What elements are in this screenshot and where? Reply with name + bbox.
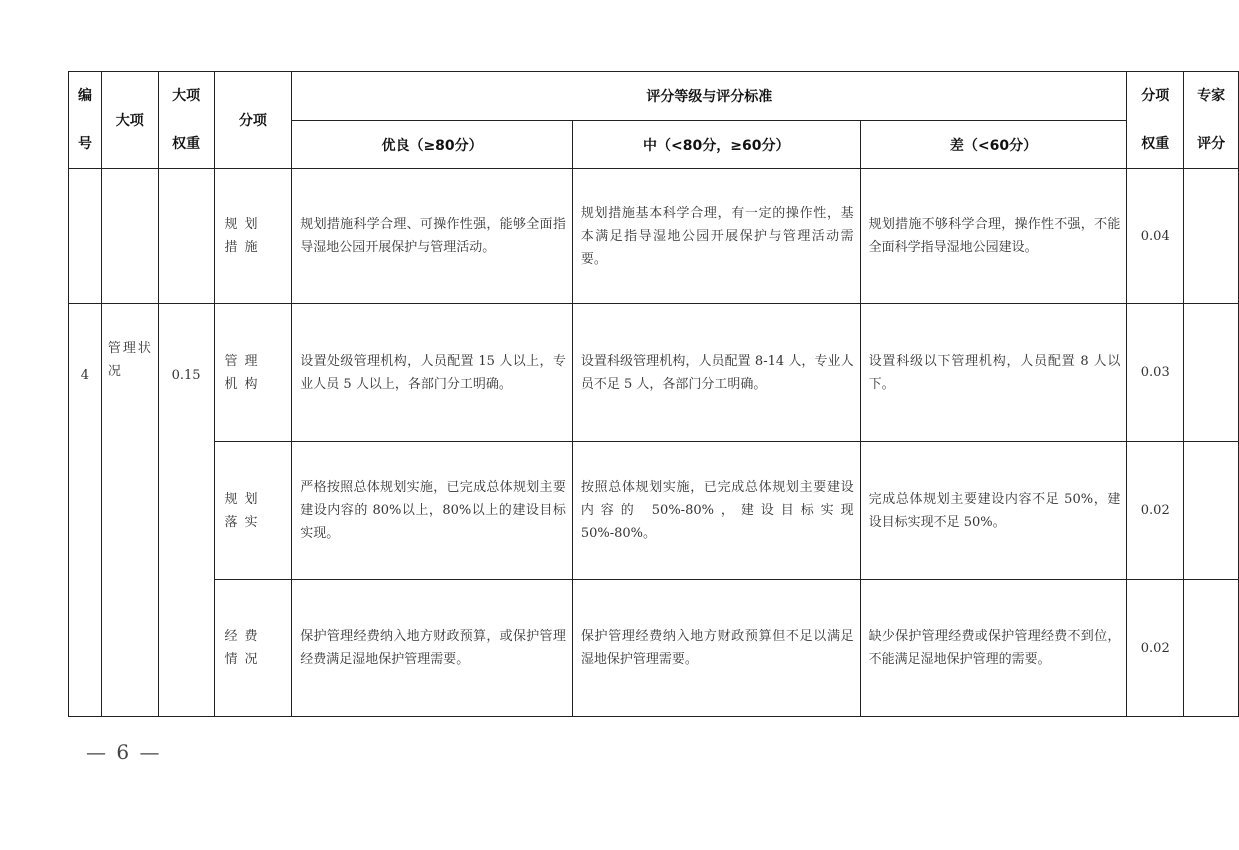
group-name: 管理状况 [101, 304, 158, 717]
header-no: 编 号 [69, 72, 102, 169]
criteria-poor: 缺少保护管理经费或保护管理经费不到位，不能满足湿地保护管理的需要。 [860, 580, 1127, 717]
group-weight: 0.15 [158, 304, 214, 717]
criteria-mid: 按照总体规划实施，已完成总体规划主要建设内容的 50%-80%，建设目标实现 50%-80%。 [572, 442, 860, 580]
evaluation-table [68, 71, 1239, 717]
criteria-mid: 设置科级管理机构，人员配置 8-14 人，专业人员不足 5 人，各部门分工明确。 [572, 304, 860, 442]
criteria-poor: 规划措施不够科学合理，操作性不强，不能全面科学指导湿地公园建设。 [860, 169, 1127, 304]
expert-score [1184, 304, 1239, 442]
criteria-mid: 规划措施基本科学合理，有一定的操作性，基本满足指导湿地公园开展保护与管理活动需要。 [572, 169, 860, 304]
sub-weight: 0.02 [1127, 580, 1184, 717]
criteria-good: 规划措施科学合理、可操作性强，能够全面指导湿地公园开展保护与管理活动。 [292, 169, 573, 304]
sub-item: 规划落实 [214, 442, 292, 580]
empty-cell [69, 169, 102, 304]
sub-weight: 0.04 [1127, 169, 1184, 304]
group-no: 4 [69, 304, 102, 717]
header-good: 优良（≥80分） [292, 121, 573, 169]
criteria-mid: 保护管理经费纳入地方财政预算但不足以满足湿地保护管理需要。 [572, 580, 860, 717]
sub-item: 经费情况 [214, 580, 292, 717]
header-mid: 中（<80分，≥60分） [572, 121, 860, 169]
header-sub: 分项 [214, 72, 292, 169]
expert-score [1184, 169, 1239, 304]
empty-cell [158, 169, 214, 304]
sub-weight: 0.02 [1127, 442, 1184, 580]
page-number: — 6 — [86, 740, 162, 764]
header-sub-weight: 分项 权重 [1127, 72, 1184, 169]
header-expert: 专家 评分 [1184, 72, 1239, 169]
criteria-good: 保护管理经费纳入地方财政预算，或保护管理经费满足湿地保护管理需要。 [292, 580, 573, 717]
header-major: 大项 [101, 72, 158, 169]
expert-score [1184, 442, 1239, 580]
expert-score [1184, 580, 1239, 717]
header-poor: 差（<60分） [860, 121, 1127, 169]
criteria-poor: 完成总体规划主要建设内容不足 50%，建设目标实现不足 50%。 [860, 442, 1127, 580]
header-major-weight: 大项 权重 [158, 72, 214, 169]
empty-cell [101, 169, 158, 304]
criteria-good: 设置处级管理机构，人员配置 15 人以上，专业人员 5 人以上，各部门分工明确。 [292, 304, 573, 442]
sub-item: 管理机构 [214, 304, 292, 442]
sub-item: 规划措施 [214, 169, 292, 304]
header-criteria: 评分等级与评分标准 [292, 72, 1127, 121]
sub-weight: 0.03 [1127, 304, 1184, 442]
criteria-good: 严格按照总体规划实施，已完成总体规划主要建设内容的 80%以上，80%以上的建设目标实现。 [292, 442, 573, 580]
criteria-poor: 设置科级以下管理机构，人员配置 8 人以下。 [860, 304, 1127, 442]
